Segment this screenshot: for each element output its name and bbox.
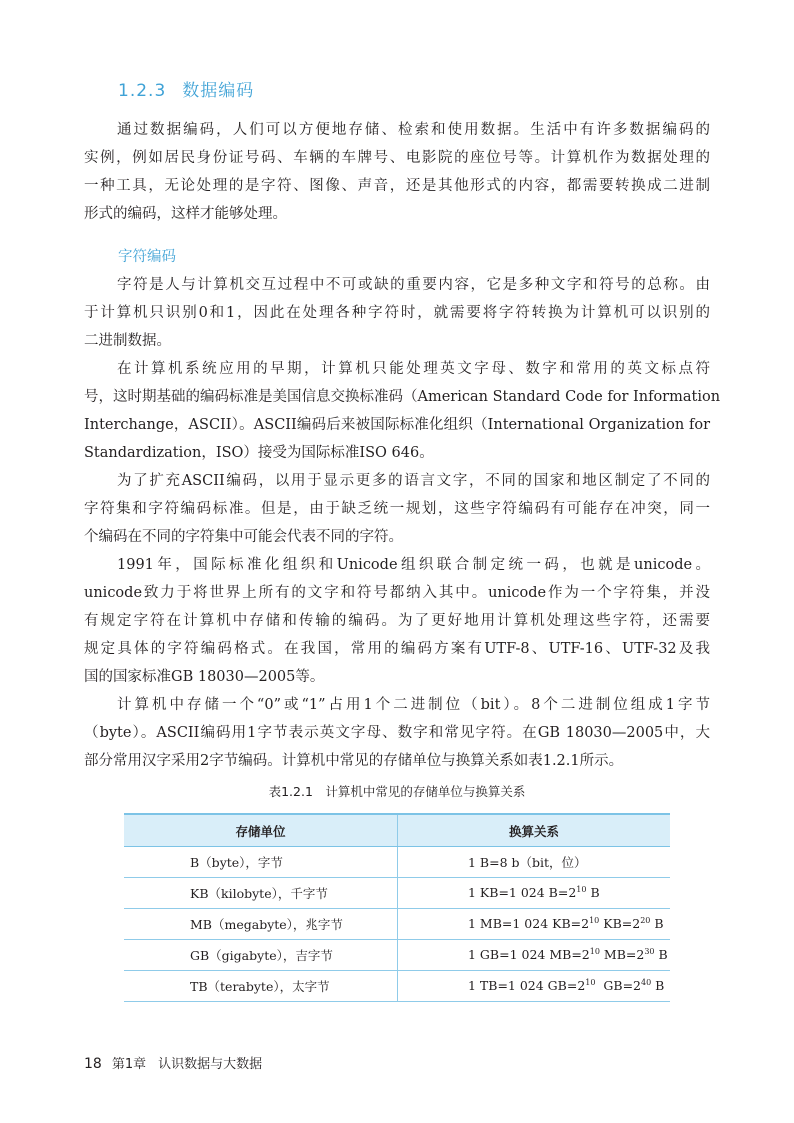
table-row (124, 940, 670, 971)
text-line: 有规定字符在计算机中存储和传输的编码。为了更好地用计算机处理这些字符，还需要 (84, 613, 710, 629)
intro-paragraph (84, 116, 710, 228)
text-line: 形式的编码，这样才能够处理。 (84, 206, 287, 222)
unit-cell: MB（megabyte），兆字节 (124, 909, 398, 940)
text-line: 一种工具，无论处理的是字符、图像、声音，还是其他形式的内容，都需要转换成二进制 (84, 178, 710, 194)
relation-text: 1 MB=1 024 KB=2 (468, 916, 590, 932)
relation-text: 1 B=8 b（bit，位） (468, 855, 587, 870)
exponent: 20 (640, 916, 651, 926)
text-line: 字符是人与计算机交互过程中不可或缺的重要内容，它是多种文字和符号的总称。由 (117, 277, 710, 293)
table-row (124, 909, 670, 940)
text-line: 字符集和字符编码标准。但是，由于缺乏统一规划，这些字符编码有可能存在冲突，同一 (84, 501, 710, 517)
relation-text: 1 TB=1 024 GB=2 (468, 978, 586, 994)
body-paragraph (84, 467, 710, 551)
text-line: 二进制数据。 (84, 333, 171, 349)
relation-text: MB=2 (599, 947, 645, 963)
body-paragraph (84, 271, 710, 355)
exponent: 10 (589, 916, 600, 926)
text-line: Interchange，ASCII）。ASCII编码后来被国际标准化组织（International Organization for (84, 417, 710, 433)
page-number: 18 (84, 1056, 102, 1072)
exponent: 10 (589, 947, 600, 957)
relation-text: 1 KB=1 024 B=2 (468, 885, 577, 901)
relation-cell (398, 971, 671, 1002)
relation-text: B (650, 916, 664, 932)
table-row (124, 878, 670, 909)
text-line: Standardization，ISO）接受为国际标准ISO 646。 (84, 445, 434, 461)
unit-cell: TB（terabyte），太字节 (124, 971, 398, 1002)
relation-text: B (651, 978, 665, 994)
page-footer (84, 1053, 262, 1072)
exponent: 30 (644, 947, 655, 957)
relation-text: 1 GB=1 024 MB=2 (468, 947, 590, 963)
text-line: 于计算机只识别0和1，因此在处理各种字符时，就需要将字符转换为计算机可以识别的 (84, 305, 710, 321)
relation-text: KB=2 (599, 916, 641, 932)
relation-cell (398, 847, 671, 878)
text-line: 号，这时期基础的编码标准是美国信息交换标准码（American Standard Code for Information (84, 389, 721, 405)
text-line: 计算机中存储一个“0”或“1”占用1个二进制位（bit）。8个二进制位组成1字节 (117, 697, 710, 713)
body-paragraph (84, 355, 721, 467)
text-line: 为了扩充ASCII编码，以用于显示更多的语言文字，不同的国家和地区制定了不同的 (117, 473, 710, 489)
text-line: 在计算机系统应用的早期，计算机只能处理英文字母、数字和常用的英文标点符 (117, 361, 710, 377)
text-line: 1991年，国际标准化组织和Unicode组织联合制定统一码，也就是unicode。 (117, 557, 710, 573)
section-heading (118, 76, 254, 101)
text-line: 实例，例如居民身份证号码、车辆的车牌号、电影院的座位号等。计算机作为数据处理的 (84, 150, 710, 166)
table-header: 存储单位 (124, 814, 398, 847)
subheading: 字符编码 (118, 249, 176, 265)
section-number: 1.2.3 (118, 81, 167, 101)
text-line: 个编码在不同的字符集中可能会代表不同的字符。 (84, 529, 403, 545)
unit-cell: B（byte），字节 (124, 847, 398, 878)
table-caption: 表1.2.1 计算机中常见的存储单位与换算关系 (268, 784, 526, 799)
text-line: 通过数据编码，人们可以方便地存储、检索和使用数据。生活中有许多数据编码的 (117, 122, 710, 138)
relation-cell (398, 909, 671, 940)
chapter-label: 第1章 (111, 1057, 147, 1072)
chapter-title: 认识数据与大数据 (158, 1057, 263, 1072)
body-paragraph (84, 691, 710, 775)
text-line: 规定具体的字符编码格式。在我国，常用的编码方案有UTF-8、UTF-16、UTF-32及我 (84, 641, 710, 657)
section-title: 数据编码 (182, 81, 255, 101)
exponent: 10 (576, 885, 587, 895)
text-line: unicode致力于将世界上所有的文字和符号都纳入其中。unicode作为一个字符集，并没 (84, 585, 710, 601)
exponent: 10 (585, 978, 596, 988)
storage-units-table (124, 813, 670, 1002)
text-line: 部分常用汉字采用2字节编码。计算机中常见的存储单位与换算关系如表1.2.1所示。 (84, 753, 624, 769)
body-paragraph (84, 551, 710, 691)
table-header: 换算关系 (398, 814, 671, 847)
text-line: 国的国家标准GB 18030—2005等。 (84, 669, 325, 685)
unit-cell: KB（kilobyte），千字节 (124, 878, 398, 909)
unit-cell: GB（gigabyte），吉字节 (124, 940, 398, 971)
text-line: （byte）。ASCII编码用1字节表示英文字母、数字和常见字符。在GB 18030—2005中，大 (84, 725, 710, 741)
relation-cell (398, 878, 671, 909)
table-row (124, 847, 670, 878)
exponent: 40 (641, 978, 652, 988)
relation-text: B (586, 885, 600, 901)
table-row (124, 971, 670, 1002)
relation-text: B (654, 947, 668, 963)
relation-text: GB=2 (595, 978, 642, 994)
relation-cell (398, 940, 671, 971)
